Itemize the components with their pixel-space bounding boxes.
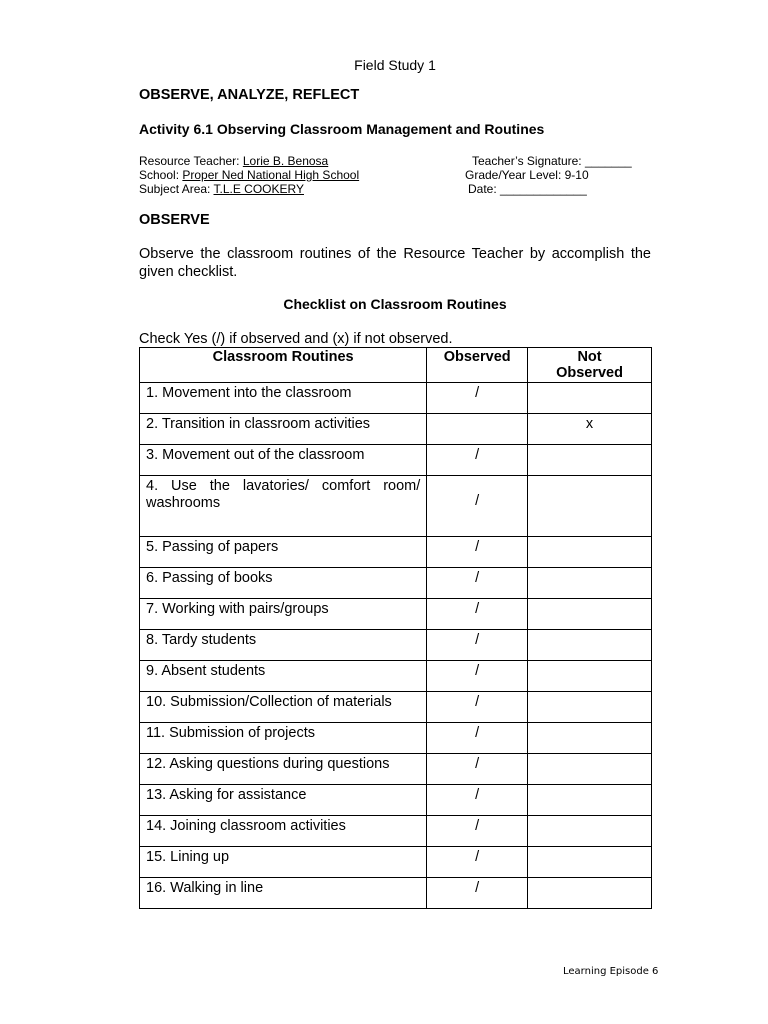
not-observed-cell: [528, 878, 652, 909]
table-row: [140, 383, 652, 414]
observed-cell: [427, 414, 528, 445]
not-observed-cell: [528, 445, 652, 476]
footer-episode: Learning Episode 6: [563, 966, 659, 977]
observed-cell: /: [427, 383, 528, 414]
routine-cell: 2. Transition in classroom activities: [140, 414, 427, 445]
checklist-title: Checklist on Classroom Routines: [283, 296, 507, 312]
not-observed-cell: [528, 754, 652, 785]
routine-cell: 8. Tardy students: [140, 630, 427, 661]
column-header-routines: Classroom Routines: [140, 348, 427, 383]
check-instruction: Check Yes (/) if observed and (x) if not observed.: [139, 331, 453, 347]
not-observed-cell: [528, 537, 652, 568]
routine-cell: 1. Movement into the classroom: [140, 383, 427, 414]
observed-cell: /: [427, 661, 528, 692]
date-line: [468, 182, 587, 196]
not-observed-cell: [528, 723, 652, 754]
routine-cell: 16. Walking in line: [140, 878, 427, 909]
table-row: [140, 445, 652, 476]
table-row: [140, 754, 652, 785]
observed-cell: /: [427, 847, 528, 878]
table-row: [140, 476, 652, 537]
subject-line: [139, 182, 304, 196]
course-title: Field Study 1: [354, 57, 436, 73]
grade-line: [465, 168, 589, 182]
not-observed-cell: [528, 383, 652, 414]
observed-cell: /: [427, 537, 528, 568]
routine-cell: 5. Passing of papers: [140, 537, 427, 568]
table-header-row: [140, 348, 652, 383]
routine-cell: 6. Passing of books: [140, 568, 427, 599]
observed-cell: /: [427, 754, 528, 785]
routine-cell: 9. Absent students: [140, 661, 427, 692]
table-row: [140, 847, 652, 878]
observed-cell: /: [427, 816, 528, 847]
table-row: [140, 537, 652, 568]
date-blank: _____________: [500, 182, 587, 196]
not-observed-cell: [528, 847, 652, 878]
observed-cell: /: [427, 630, 528, 661]
activity-title: Activity 6.1 Observing Classroom Management and Routines: [139, 121, 545, 137]
routine-cell: 7. Working with pairs/groups: [140, 599, 427, 630]
routine-cell: 3. Movement out of the classroom: [140, 445, 427, 476]
resource-teacher-value: Lorie B. Benosa: [242, 154, 329, 168]
table-row: [140, 661, 652, 692]
grade-value: 9-10: [564, 168, 589, 182]
not-observed-cell: [528, 785, 652, 816]
signature-label: Teacher’s Signature:: [472, 154, 585, 168]
table-row: [140, 816, 652, 847]
school-value: Proper Ned National High School: [182, 168, 360, 182]
subject-value: T.L.E COOKERY: [213, 182, 304, 196]
table-row: [140, 692, 652, 723]
date-label: Date:: [468, 182, 501, 196]
routine-cell: 15. Lining up: [140, 847, 427, 878]
column-header-observed: Observed: [427, 348, 528, 383]
not-observed-cell: [528, 692, 652, 723]
table-row: [140, 785, 652, 816]
observed-cell: /: [427, 692, 528, 723]
observed-cell: /: [427, 568, 528, 599]
school-label: School:: [139, 168, 183, 182]
not-observed-cell: [528, 599, 652, 630]
routines-checklist-table: [139, 347, 652, 909]
not-observed-cell: [528, 568, 652, 599]
not-observed-cell: [528, 816, 652, 847]
routine-cell: 12. Asking questions during questions: [140, 754, 427, 785]
routine-cell: 10. Submission/Collection of materials: [140, 692, 427, 723]
observed-cell: /: [427, 445, 528, 476]
observe-instructions: Observe the classroom routines of the Resource Teacher by accomplish the given checklist.: [139, 246, 651, 280]
signature-line: [472, 154, 632, 168]
routine-cell: 14. Joining classroom activities: [140, 816, 427, 847]
not-observed-cell: [528, 476, 652, 537]
observed-cell: /: [427, 599, 528, 630]
section-title: OBSERVE, ANALYZE, REFLECT: [139, 87, 360, 103]
routine-cell: 11. Submission of projects: [140, 723, 427, 754]
table-row: [140, 723, 652, 754]
table-row: [140, 568, 652, 599]
observe-heading: OBSERVE: [139, 212, 210, 228]
signature-blank: _______: [584, 154, 632, 168]
not-observed-cell: [528, 630, 652, 661]
grade-label: Grade/Year Level:: [465, 168, 565, 182]
subject-label: Subject Area:: [139, 182, 214, 196]
resource-teacher-line: [139, 154, 328, 168]
routine-cell: 4. Use the lavatories/ comfort room/ washrooms: [140, 476, 427, 537]
observed-cell: /: [427, 785, 528, 816]
school-line: [139, 168, 359, 182]
column-header-not-observed: Not Observed: [528, 348, 652, 383]
observed-cell: /: [427, 878, 528, 909]
observed-cell: /: [427, 476, 528, 537]
table-row: [140, 599, 652, 630]
routine-cell: 13. Asking for assistance: [140, 785, 427, 816]
resource-teacher-label: Resource Teacher:: [139, 154, 243, 168]
table-row: [140, 878, 652, 909]
observed-cell: /: [427, 723, 528, 754]
not-observed-cell: x: [528, 414, 652, 445]
table-row: [140, 630, 652, 661]
not-observed-cell: [528, 661, 652, 692]
table-row: [140, 414, 652, 445]
